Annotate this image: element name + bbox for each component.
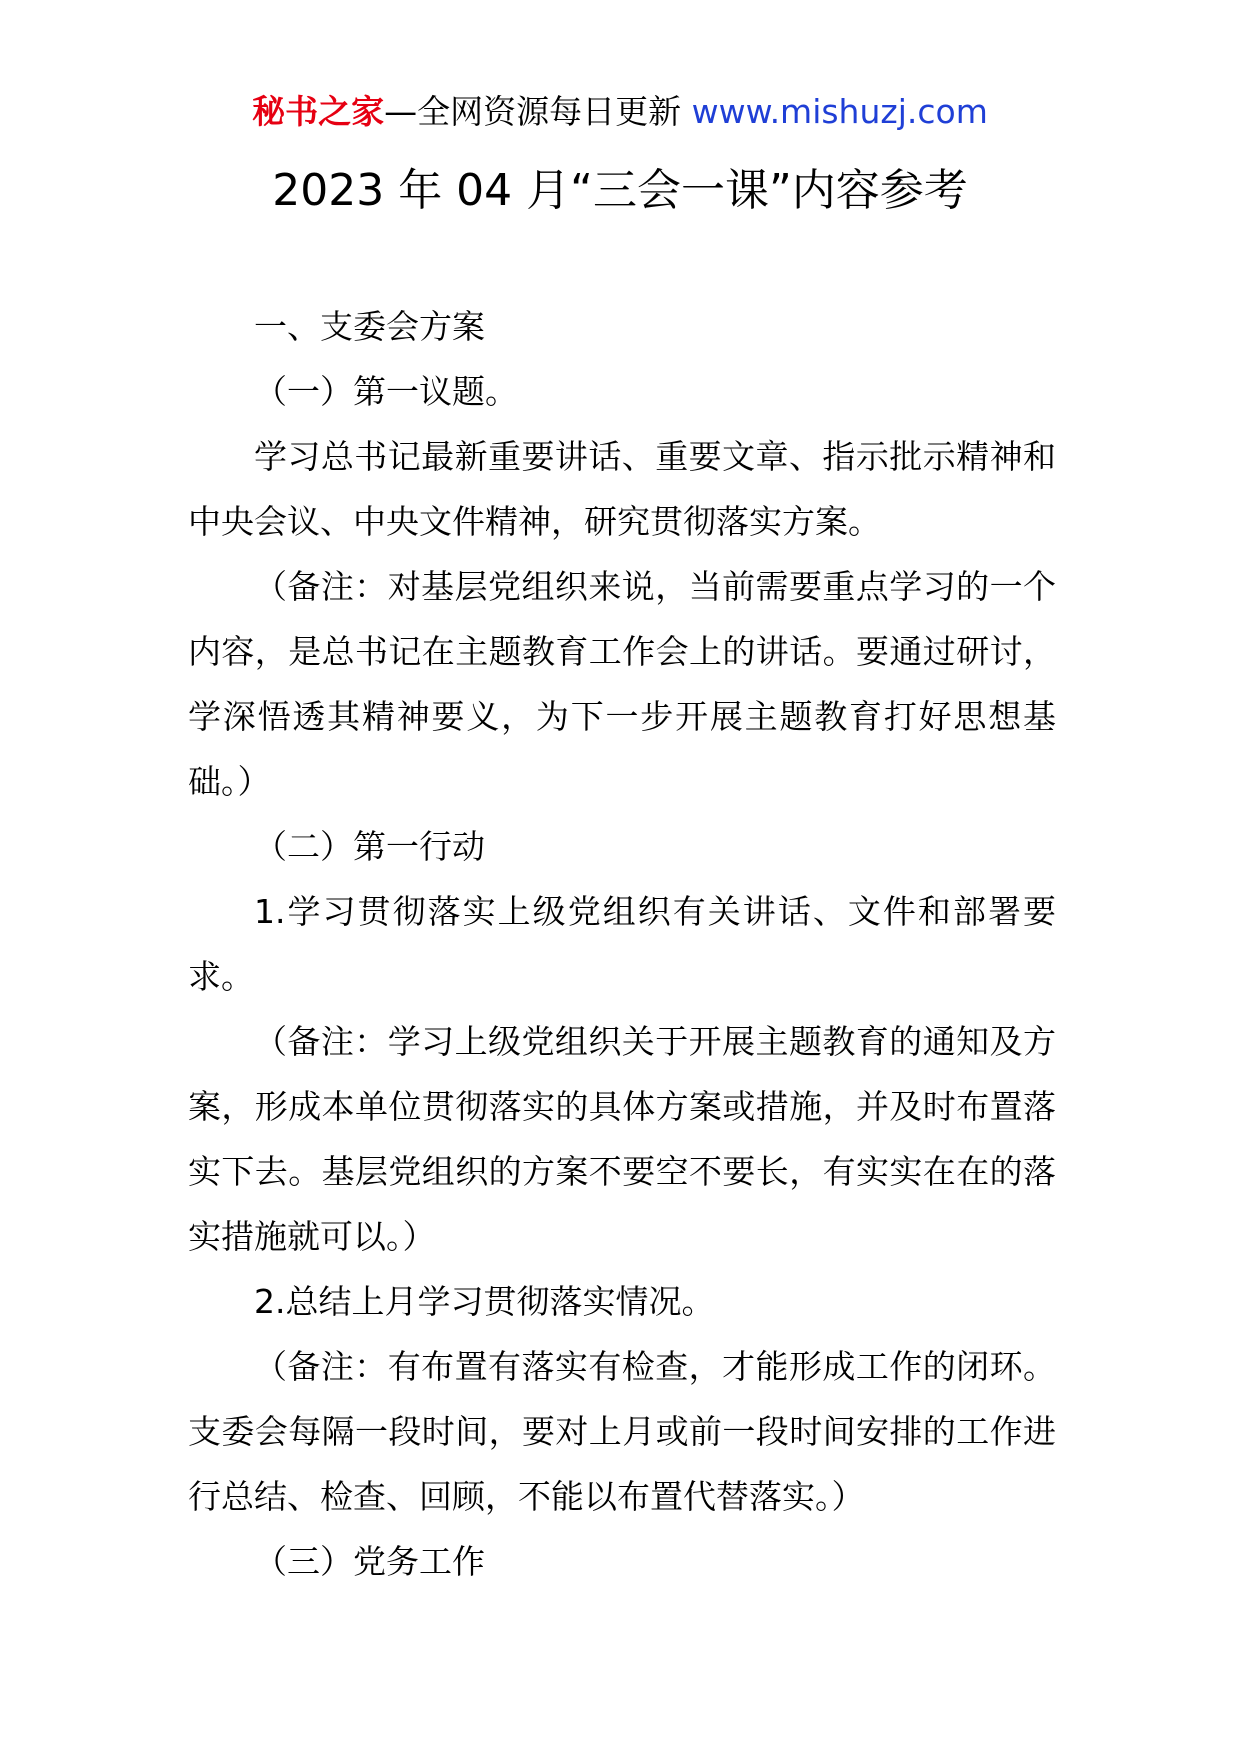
note-paragraph: （备注：学习上级党组织关于开展主题教育的通知及方案，形成本单位贯彻落实的具体方案或措施，并及时布置落实下去。基层党组织的方案不要空不要长，有实实在在的落实措施就可以。）: [188, 1022, 1056, 1256]
document-title: 2023 年 04 月“三会一课”内容参考: [272, 165, 968, 216]
section-heading-branch-committee: 一、支委会方案: [254, 307, 485, 346]
document-body: [188, 294, 1056, 1594]
note-paragraph: （备注：对基层党组织来说，当前需要重点学习的一个内容，是总书记在主题教育工作会上的讲话。要通过研讨，学深悟透其精神要义，为下一步开展主题教育打好思想基础。）: [188, 567, 1056, 801]
brand-name: 秘书之家: [252, 92, 385, 131]
numbered-item-1: 1.学习贯彻落实上级党组织有关讲话、文件和部署要求。: [188, 892, 1056, 996]
site-url: www.mishuzj.com: [691, 92, 988, 131]
subsection-heading-first-action: （二）第一行动: [254, 827, 485, 866]
subsection-heading-party-affairs: （三）党务工作: [254, 1542, 485, 1581]
site-tagline: —全网资源每日更新: [384, 92, 682, 131]
numbered-item-2: 2.总结上月学习贯彻落实情况。: [254, 1282, 715, 1321]
subsection-heading-first-topic: （一）第一议题。: [254, 372, 518, 411]
site-watermark-header: [0, 92, 1240, 132]
body-paragraph: 学习总书记最新重要讲话、重要文章、指示批示精神和中央会议、中央文件精神，研究贯彻落实方案。: [188, 437, 1056, 541]
note-paragraph: （备注：有布置有落实有检查，才能形成工作的闭环。支委会每隔一段时间，要对上月或前一段时间安排的工作进行总结、检查、回顾，不能以布置代替落实。）: [188, 1347, 1056, 1516]
